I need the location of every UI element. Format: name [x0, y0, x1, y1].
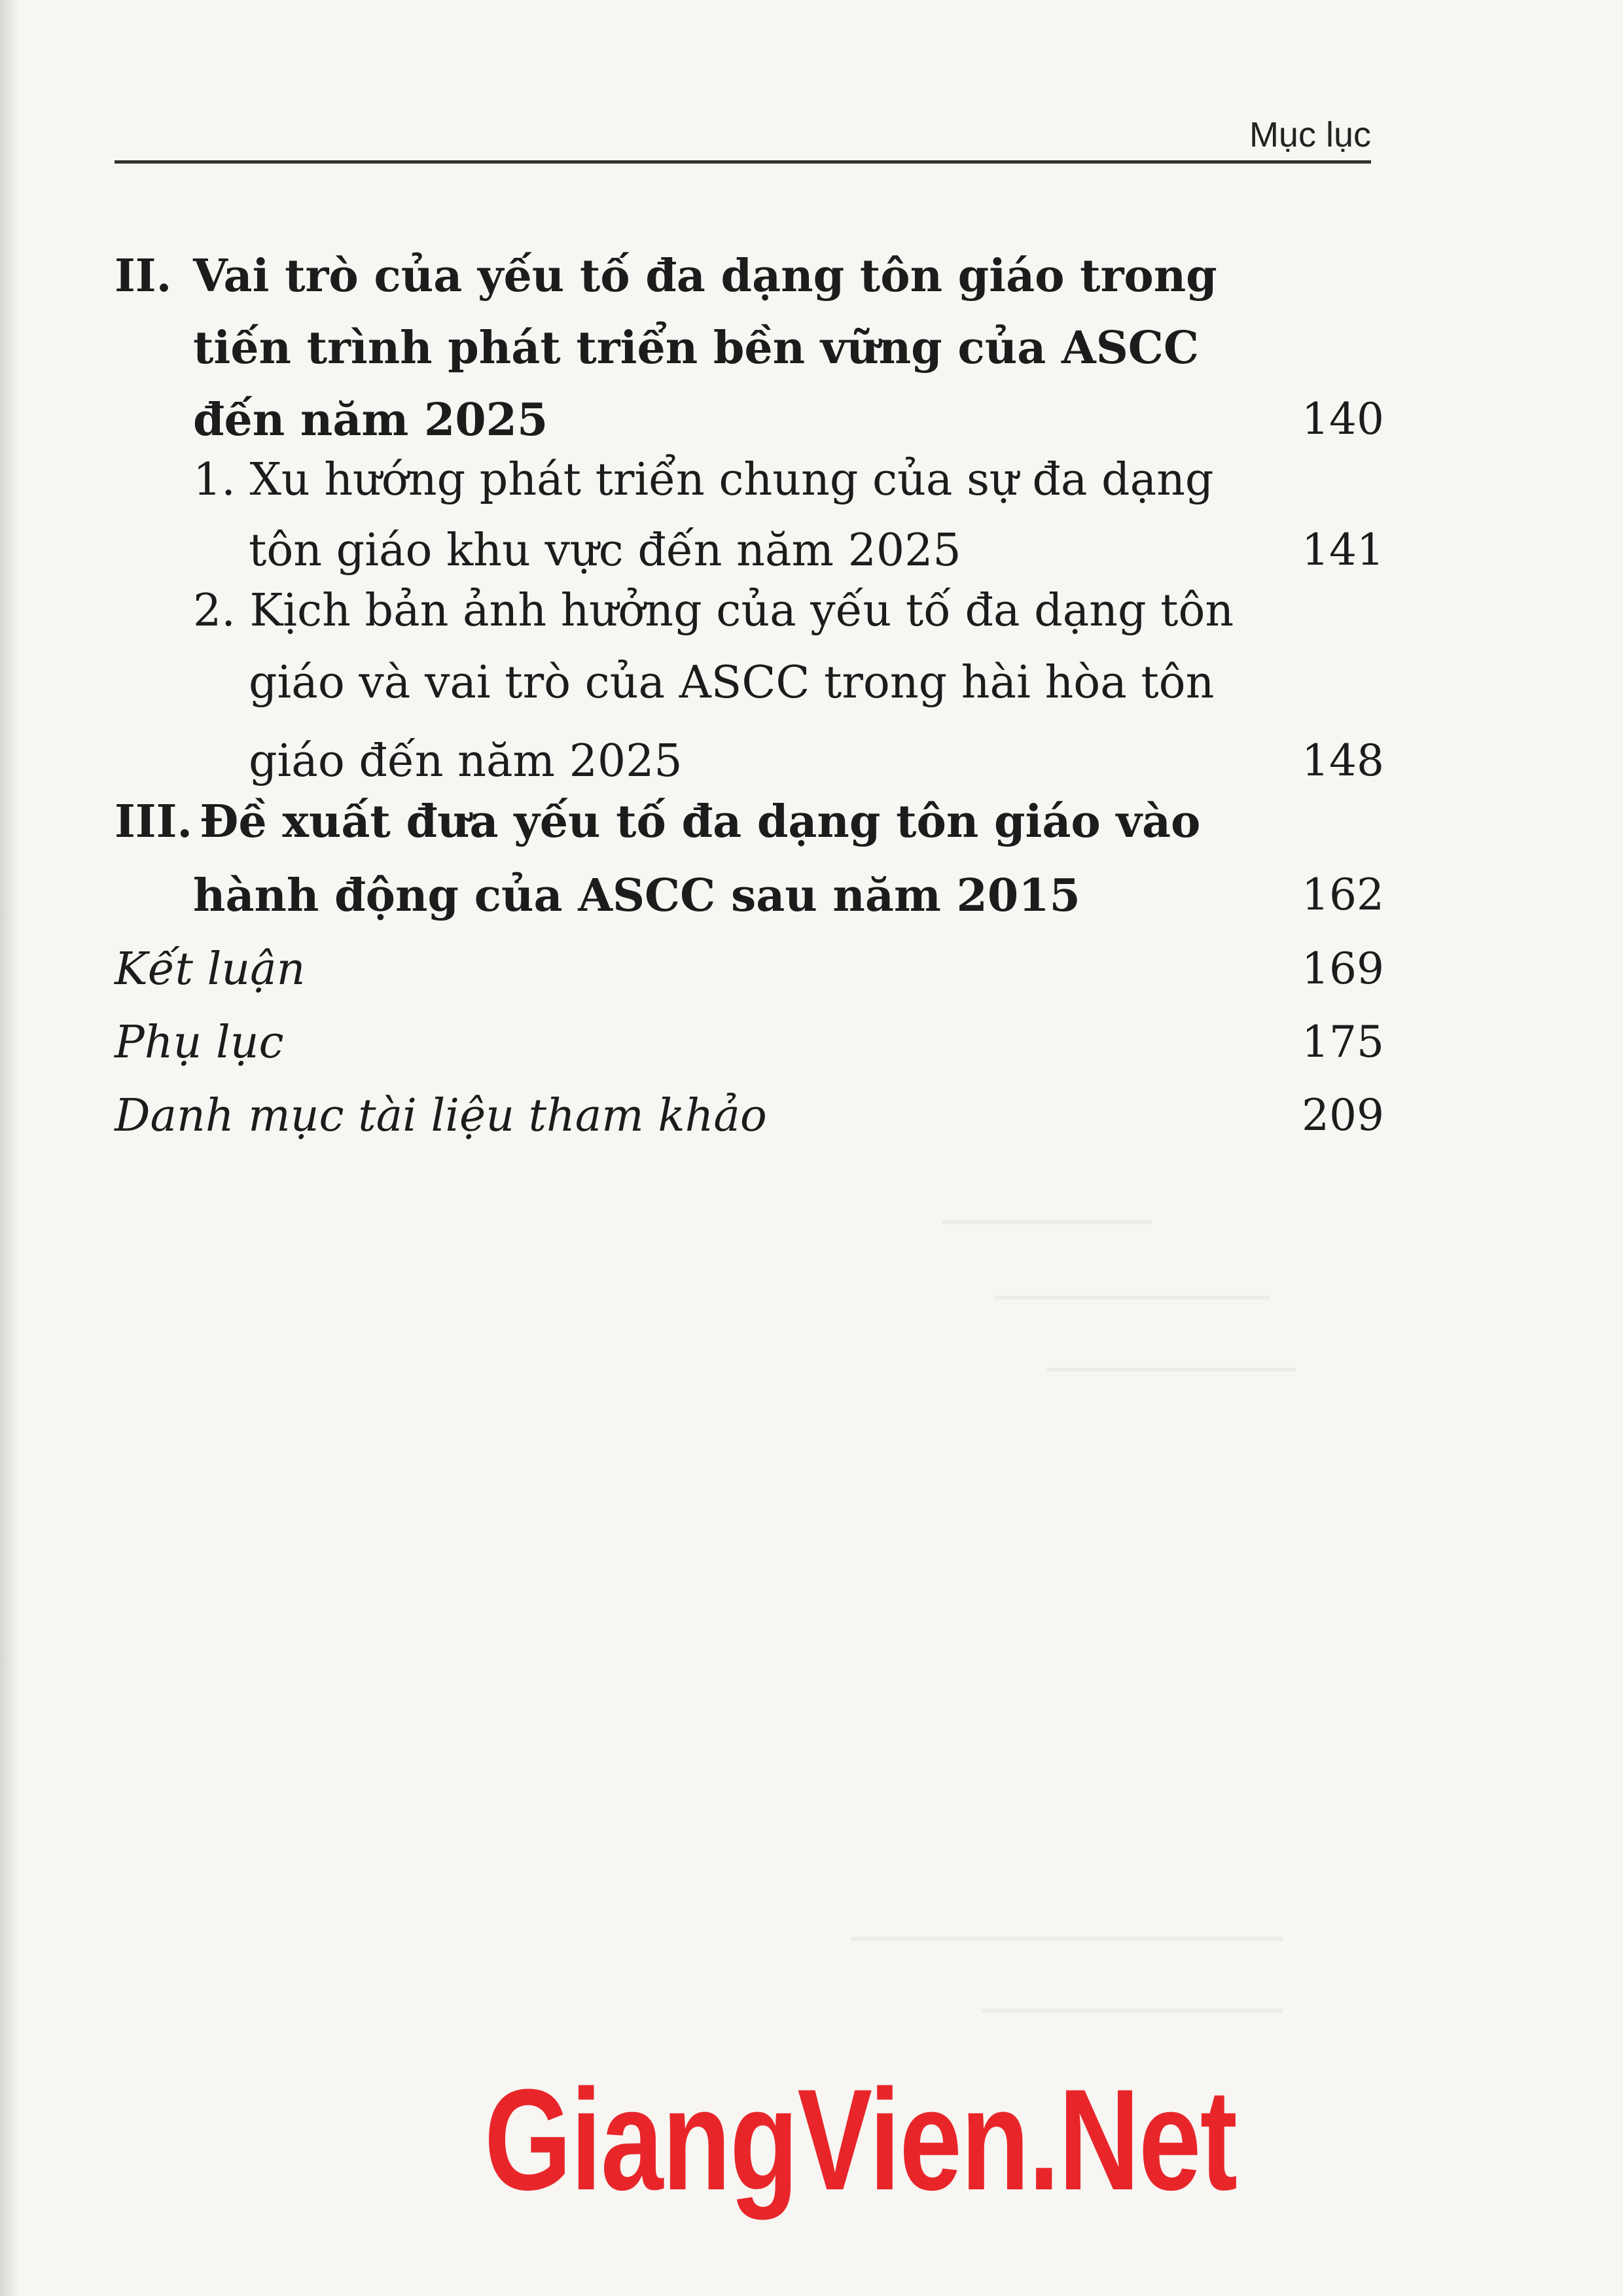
bleed-through-mark — [851, 1937, 1283, 1941]
bleed-through-mark — [995, 1296, 1270, 1299]
item-1-line-2: tôn giáo khu vực đến năm 2025 — [249, 525, 961, 576]
bleed-through-mark — [982, 2009, 1283, 2013]
phu-luc-page-number: 175 — [1302, 1017, 1384, 1067]
section-3-page-number: 162 — [1302, 870, 1384, 920]
item-2-line-3: giáo đến năm 2025 — [249, 735, 683, 787]
bleed-through-mark — [1047, 1368, 1296, 1371]
section-2-title-line-3: đến năm 2025 — [193, 394, 548, 446]
item-2-line-2: giáo và vai trò của ASCC trong hài hòa tôn — [249, 657, 1215, 709]
section-3-title-line-1: Đề xuất đưa yếu tố đa dạng tôn giáo vào — [200, 796, 1201, 848]
running-header: Mục lục — [1249, 115, 1371, 154]
bleed-through-mark — [942, 1220, 1152, 1224]
item-1-page-number: 141 — [1302, 525, 1384, 575]
section-3-title-line-2: hành động của ASCC sau năm 2015 — [193, 870, 1080, 922]
item-1-line-1: 1. Xu hướng phát triển chung của sự đa dạng — [193, 454, 1214, 506]
section-2-page-number: 140 — [1302, 394, 1384, 444]
tai-lieu-label: Danh mục tài liệu tham khảo — [115, 1090, 767, 1142]
tai-lieu-page-number: 209 — [1302, 1090, 1384, 1140]
section-2-title-line-1: Vai trò của yếu tố đa dạng tôn giáo trong — [193, 250, 1217, 302]
section-3-numeral: III. — [115, 796, 193, 848]
item-2-page-number: 148 — [1302, 735, 1384, 786]
item-2-line-1: 2. Kịch bản ảnh hưởng của yếu tố đa dạng tôn — [193, 585, 1234, 637]
section-2-numeral: II. — [115, 250, 172, 302]
watermark-logo: GiangVien.Net — [484, 2059, 1237, 2220]
ket-luan-label: Kết luận — [115, 944, 306, 995]
phu-luc-label: Phụ lục — [115, 1017, 284, 1069]
ket-luan-page-number: 169 — [1302, 944, 1384, 994]
section-2-title-line-2: tiến trình phát triển bền vững của ASCC — [193, 322, 1200, 374]
